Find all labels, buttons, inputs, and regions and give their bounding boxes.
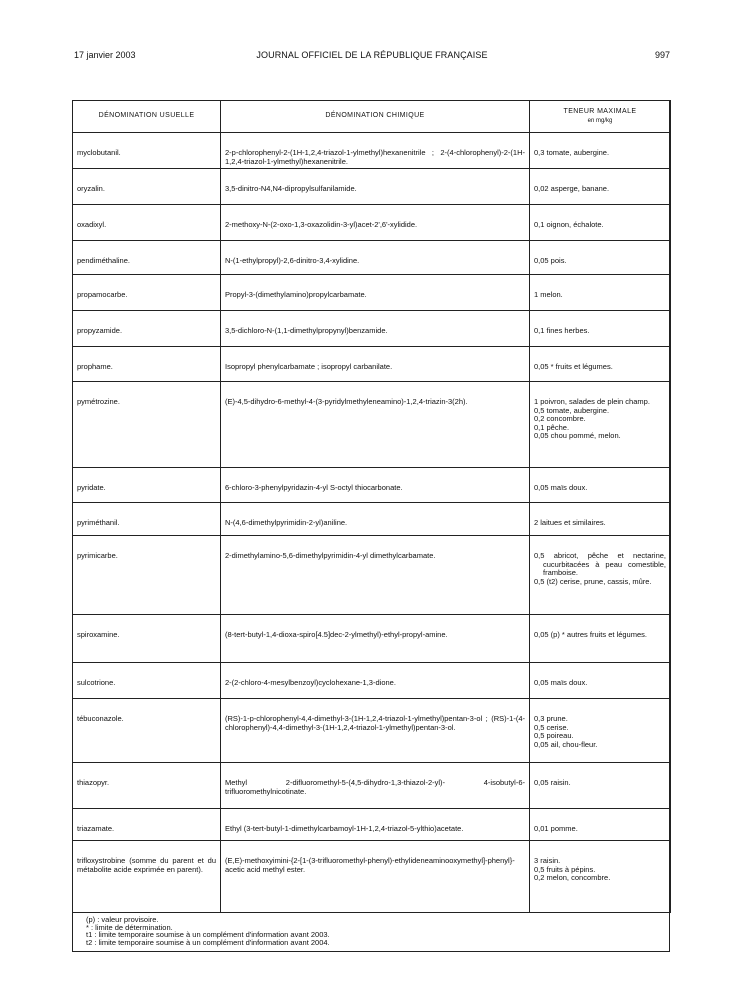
- max-content-line: 0,2 melon, concombre.: [534, 873, 611, 882]
- max-content-cell: [530, 536, 671, 615]
- max-content-line: 0,3 tomate, aubergine.: [534, 148, 610, 157]
- common-name-cell: propamocarbe.: [73, 275, 221, 311]
- footnote: t1 : limite temporaire soumise à un complément d'information avant 2003.: [86, 930, 330, 939]
- common-name-cell: propyzamide.: [73, 311, 221, 347]
- chemical-name-cell: 3,5-dichloro-N-(1,1-dimethylpropynyl)benzamide.: [221, 311, 530, 347]
- table-row: [73, 468, 671, 503]
- table-row: [73, 169, 671, 205]
- chemical-name-cell: Methyl 2-difluoromethyl-5-(4,5-dihydro-1,3-thiazol-2-yl)- 4-isobutyl-6-trifluoromethylnicotinate.: [221, 763, 530, 809]
- max-content-line: 0,2 concombre.: [534, 414, 586, 423]
- common-name-cell: myclobutanil.: [73, 133, 221, 169]
- chemical-name-cell: N-(1-ethylpropyl)-2,6-dinitro-3,4-xylidine.: [221, 241, 530, 275]
- max-content-line: 0,05 raisin.: [534, 778, 571, 787]
- table-row: [73, 347, 671, 382]
- max-content-cell: [530, 311, 671, 347]
- footnote: t2 : limite temporaire soumise à un complément d'information avant 2004.: [86, 937, 330, 947]
- max-content-line: 0,02 asperge, banane.: [534, 184, 610, 193]
- max-content-cell: [530, 763, 671, 809]
- max-content-line: 0,05 maïs doux.: [534, 483, 588, 492]
- chemical-name-cell: Isopropyl phenylcarbamate ; isopropyl carbanilate.: [221, 347, 530, 382]
- header-chemical-name: DÉNOMINATION CHIMIQUE: [221, 101, 530, 133]
- max-content-cell: [530, 347, 671, 382]
- max-content-line: 0,05 (p) * autres fruits et légumes.: [534, 630, 647, 639]
- max-content-cell: [530, 205, 671, 241]
- common-name-cell: tébuconazole.: [73, 699, 221, 763]
- max-content-cell: [530, 841, 671, 913]
- common-name-cell: triazamate.: [73, 809, 221, 841]
- common-name-cell: oryzalin.: [73, 169, 221, 205]
- header-date: 17 janvier 2003: [74, 50, 136, 60]
- common-name-cell: pyrimicarbe.: [73, 536, 221, 615]
- header-common-name: DÉNOMINATION USUELLE: [73, 101, 221, 133]
- max-content-line: 0,5 abricot, pêche et nectarine, cucurbitacées à peau comestible, framboise.: [534, 551, 666, 577]
- max-content-line: 0,5 poireau.: [534, 731, 574, 740]
- common-name-cell: pymétrozine.: [73, 382, 221, 468]
- max-content-cell: [530, 468, 671, 503]
- common-name-cell: pendiméthaline.: [73, 241, 221, 275]
- max-content-cell: [530, 241, 671, 275]
- table-row: [73, 275, 671, 311]
- chemical-name-cell: (E)-4,5-dihydro-6-methyl-4-(3-pyridylmethyleneamino)-1,2,4-triazin-3(2h).: [221, 382, 530, 468]
- table-row: [73, 809, 671, 841]
- common-name-cell: thiazopyr.: [73, 763, 221, 809]
- max-content-line: 0,05 chou pommé, melon.: [534, 431, 621, 440]
- table-row: [73, 503, 671, 536]
- chemical-name-cell: Ethyl (3-tert-butyl-1-dimethylcarbamoyl-1H-1,2,4-triazol-5-ylthio)acetate.: [221, 809, 530, 841]
- footnote: (p) : valeur provisoire.: [86, 915, 159, 924]
- max-content-line: 0,1 pêche.: [534, 422, 570, 432]
- max-content-line: 0,01 pomme.: [534, 824, 578, 833]
- common-name-cell: prophame.: [73, 347, 221, 382]
- chemical-name-cell: 6-chloro-3-phenylpyridazin-4-yl S-octyl thiocarbonate.: [221, 468, 530, 503]
- common-name-cell: oxadixyl.: [73, 205, 221, 241]
- max-content-cell: [530, 382, 671, 468]
- max-content-line: 0,3 prune.: [534, 714, 568, 723]
- max-content-line: 0,05 maïs doux.: [534, 678, 588, 687]
- chemical-name-cell: (RS)-1-p-chlorophenyl-4,4-dimethyl-3-(1H-1,2,4-triazol-1-ylmethyl)pentan-3-ol ; (RS)-1-(4-chlorophenyl)-4,4-dimethyl-3-(1H-1,2,4-triazol-1-ylmethyl)pentan-3-ol.: [221, 699, 530, 763]
- chemical-name-cell: 2-dimethylamino-5,6-dimethylpyrimidin-4-yl dimethylcarbamate.: [221, 536, 530, 615]
- max-content-cell: [530, 615, 671, 663]
- chemical-name-cell: (E,E)-methoxyimini-{2-[1-(3-trifluoromethyl-phenyl)-ethylideneaminooxymethyl]-phenyl}-acetic acid methyl ester.: [221, 841, 530, 913]
- footnote: * : limite de détermination.: [86, 922, 173, 932]
- table-row: [73, 241, 671, 275]
- table-row: [73, 841, 671, 913]
- common-name-cell: sulcotrione.: [73, 663, 221, 699]
- max-content-cell: [530, 133, 671, 169]
- max-content-cell: [530, 809, 671, 841]
- max-content-line: 1 melon.: [534, 290, 563, 299]
- common-name-cell: pyriméthanil.: [73, 503, 221, 536]
- max-content-cell: [530, 169, 671, 205]
- max-content-line: 1 poivron, salades de plein champ.: [534, 397, 650, 406]
- max-content-cell: [530, 663, 671, 699]
- chemical-name-cell: 2-methoxy-N-(2-oxo-1,3-oxazolidin-3-yl)acet-2',6'-xylidide.: [221, 205, 530, 241]
- header-max-content: TENEUR MAXIMALE en mg/kg: [530, 101, 671, 133]
- chemical-name-cell: 3,5-dinitro-N4,N4-dipropylsulfanilamide.: [221, 169, 530, 205]
- table-row: [73, 699, 671, 763]
- common-name-cell: spiroxamine.: [73, 615, 221, 663]
- table-row: [73, 763, 671, 809]
- max-content-line: 0,05 ail, chou-fleur.: [534, 739, 598, 749]
- common-name-cell: trifloxystrobine (somme du parent et du métabolite acide exprimée en parent).: [73, 841, 221, 913]
- max-content-line: 0,5 fruits à pépins.: [534, 864, 596, 874]
- max-content-line: 0,1 fines herbes.: [534, 326, 590, 335]
- max-content-line: 0,1 oignon, échalote.: [534, 220, 604, 229]
- max-content-line: 0,5 (t2) cerise, prune, cassis, mûre.: [534, 576, 652, 586]
- table-row: [73, 382, 671, 468]
- table-row: [73, 133, 671, 169]
- max-content-line: 0,05 * fruits et légumes.: [534, 362, 613, 371]
- table-row: [73, 311, 671, 347]
- common-name-cell: pyridate.: [73, 468, 221, 503]
- table-row: [73, 663, 671, 699]
- table-header-row: [73, 101, 671, 133]
- footnotes: [86, 916, 646, 946]
- chemical-name-cell: N-(4,6-dimethylpyrimidin-2-yl)aniline.: [221, 503, 530, 536]
- max-content-cell: [530, 503, 671, 536]
- max-content-cell: [530, 699, 671, 763]
- max-content-line: 0,5 tomate, aubergine.: [534, 405, 610, 415]
- max-content-line: 2 laitues et similaires.: [534, 518, 606, 527]
- chemical-name-cell: 2-p-chlorophenyl-2-(1H-1,2,4-triazol-1-ylmethyl)hexanenitrile ; 2-(4-chlorophenyl)-2-(1H-1,2,4-triazol-1-ylmethyl)hexanenitrile.: [221, 133, 530, 169]
- header-unit: en mg/kg: [587, 117, 613, 124]
- chemical-name-cell: (8-tert-butyl-1,4-dioxa-spiro[4.5]dec-2-ylmethyl)-ethyl-propyl-amine.: [221, 615, 530, 663]
- table-row: [73, 536, 671, 615]
- residue-limits-table: [72, 100, 671, 913]
- page-header: [74, 50, 670, 66]
- page-number: 997: [654, 50, 670, 60]
- table-row: [73, 615, 671, 663]
- chemical-name-cell: 2-(2-chloro-4-mesylbenzoyl)cyclohexane-1,3-dione.: [221, 663, 530, 699]
- journal-title: JOURNAL OFFICIEL DE LA RÉPUBLIQUE FRANÇAISE: [256, 50, 488, 60]
- table-row: [73, 205, 671, 241]
- max-content-line: 0,05 pois.: [534, 256, 567, 265]
- max-content-cell: [530, 275, 671, 311]
- chemical-name-cell: Propyl-3-(dimethylamino)propylcarbamate.: [221, 275, 530, 311]
- max-content-line: 0,5 cerise.: [534, 722, 569, 732]
- max-content-line: 3 raisin.: [534, 856, 561, 865]
